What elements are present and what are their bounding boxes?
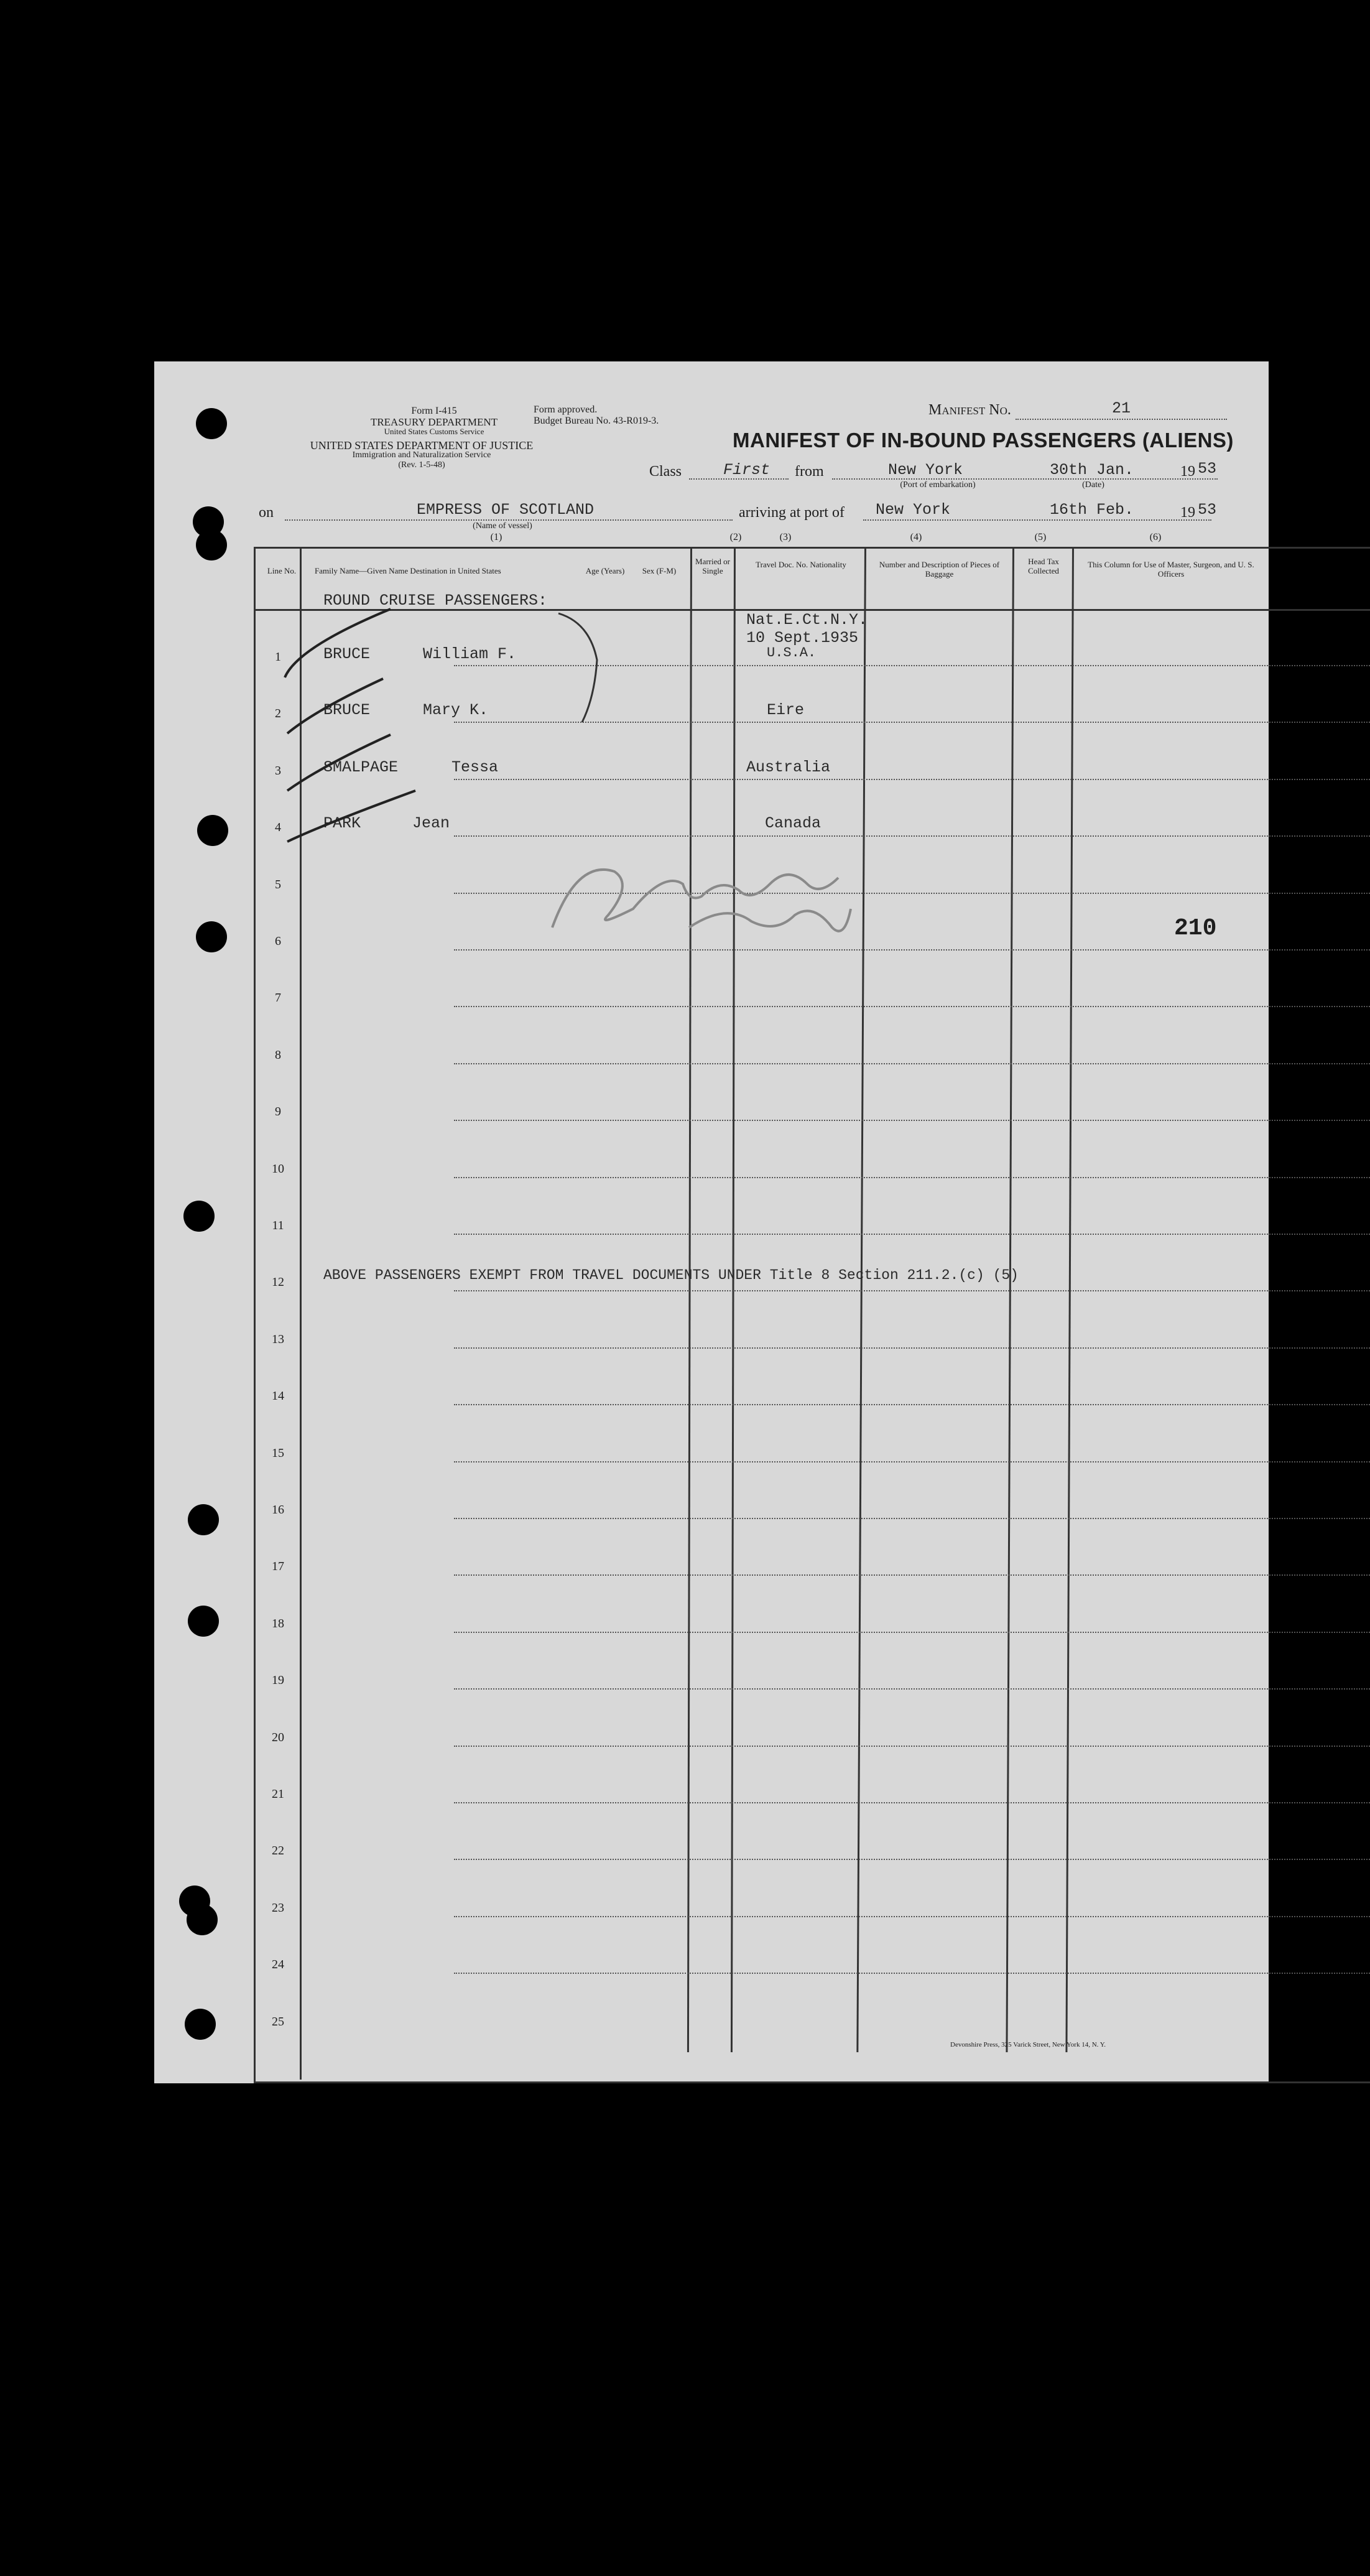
treasury-dept: TREASURY DEPARTMENT [370,416,498,428]
header-name: Family Name—Given Name Destination in United States [315,566,501,575]
class-value: First [723,461,771,479]
form-approved: Form approved. [534,404,598,415]
header-age: Age (Years) [585,566,625,575]
col-number-5: (5) [1034,532,1047,542]
col-number-1: (1) [490,532,502,542]
passenger-given-name: Tessa [451,758,499,776]
col-number-6: (6) [1149,532,1162,542]
line-number: 5 [275,878,281,891]
line-number: 9 [275,1105,281,1118]
passenger-given-name: Jean [412,814,450,832]
punch-hole [185,2009,216,2040]
line-number: 17 [272,1560,284,1573]
section-heading: ROUND CRUISE PASSENGERS: [323,592,548,610]
header-baggage: Number and Description of Pieces of Baggage [879,560,1000,579]
line-number: 12 [272,1275,284,1289]
punch-hole [196,921,227,952]
line-number: 22 [272,1844,284,1858]
passenger-family-name: BRUCE [323,701,371,719]
embark-port: New York [888,461,963,479]
row-line [454,1632,1370,1633]
line-number: 25 [272,2015,284,2029]
line-number: 8 [275,1048,281,1062]
line-number: 7 [275,991,281,1005]
row-line [454,1916,1370,1917]
travel-doc-line-1: Nat.E.Ct.N.Y. [746,611,868,629]
line-number: 4 [275,821,281,834]
line-number: 3 [275,764,281,778]
passenger-nationality: Eire [767,701,805,719]
row-line [454,1688,1370,1690]
line-number: 23 [272,1901,284,1915]
row-line [454,1006,1370,1007]
embark-date: 30th Jan. [1050,461,1134,479]
exempt-note: ABOVE PASSENGERS EXEMPT FROM TRAVEL DOCUMENTS UNDER Title 8 Section 211.2.(c) (5) [323,1267,1019,1283]
on-label: on [259,505,274,521]
passenger-nationality: Canada [765,814,822,832]
manifest-form-sheet [154,361,1269,2083]
from-label: from [795,463,824,480]
row-line [454,1973,1370,1974]
passenger-given-name: William F. [423,645,517,663]
stamped-number: 210 [1174,915,1217,942]
line-number: 11 [272,1219,284,1232]
row-line [454,1574,1370,1576]
header-married: Married or Single [695,557,730,575]
inspector-signature [540,834,863,946]
line-number: 10 [272,1162,284,1176]
row-line [454,1177,1370,1178]
printer-imprint: Devonshire Press, 325 Varick Street, New York 14, N. Y. [950,2041,1106,2048]
header-travel-doc: Travel Doc. No. Nationality [756,560,846,569]
row-line [454,1063,1370,1064]
row-line [454,1347,1370,1349]
travel-doc-line-3: U.S.A. [767,645,817,661]
punch-hole [187,1904,218,1935]
punch-hole [188,1606,219,1637]
manifest-no-label: Manifest No. [928,402,1011,418]
ins-service: Immigration and Naturalization Service [352,450,491,460]
date-caption: (Date) [1082,480,1104,490]
row-line [454,1404,1370,1405]
arriving-label: arriving at port of [739,505,845,521]
year1-prefix: 19 [1180,463,1195,480]
punch-hole [188,1504,219,1535]
class-label: Class [649,463,682,480]
budget-bureau: Budget Bureau No. 43-R019-3. [534,416,659,426]
form-revision: (Rev. 1-5-48) [398,460,445,470]
row-line [454,1290,1370,1291]
passenger-family-name: PARK [323,814,361,832]
line-number: 19 [272,1673,284,1687]
line-number: 13 [272,1332,284,1346]
punch-hole [183,1201,215,1232]
row-line [454,1120,1370,1121]
embark-caption: (Port of embarkation) [900,480,976,490]
row-line [454,1859,1370,1860]
line-number: 18 [272,1617,284,1630]
form-number: Form I-415 [411,406,457,416]
row-line [454,1234,1370,1235]
row-line [454,1461,1370,1462]
row-line [454,1802,1370,1803]
row-line [454,1746,1370,1747]
manifest-no-value: 21 [1112,399,1131,417]
line-number: 15 [272,1446,284,1460]
vessel-name: EMPRESS OF SCOTLAND [417,501,595,519]
col-number-3: (3) [779,532,792,542]
line-number: 2 [275,707,281,720]
line-number: 24 [272,1958,284,1971]
line-number: 14 [272,1389,284,1403]
line-number: 20 [272,1731,284,1744]
justice-dept: UNITED STATES DEPARTMENT OF JUSTICE [310,439,534,452]
year2-prefix: 19 [1180,505,1195,521]
vessel-caption: (Name of vessel) [473,521,532,531]
header-line-no: Line No. [267,566,297,575]
row-line [454,1518,1370,1519]
year2-value: 53 [1198,501,1217,519]
customs-service: United States Customs Service [384,427,484,436]
passenger-nationality: Australia [746,758,831,776]
passenger-family-name: SMALPAGE [323,758,399,776]
manifest-title: MANIFEST OF IN-BOUND PASSENGERS (ALIENS) [733,429,1234,452]
line-number: 21 [272,1787,284,1801]
col-number-2: (2) [729,532,742,542]
row-line [454,949,1370,951]
arrival-port: New York [876,501,951,519]
header-sex: Sex (F-M) [642,566,677,575]
arrival-date: 16th Feb. [1050,501,1134,519]
header-head-tax: Head Tax Collected [1028,557,1059,575]
header-officers: This Column for Use of Master, Surgeon, and U. S. Officers [1088,560,1254,579]
passenger-family-name: BRUCE [323,645,371,663]
line-number: 1 [275,650,281,664]
passenger-given-name: Mary K. [423,701,489,719]
line-number: 6 [275,934,281,948]
line-number: 16 [272,1503,284,1517]
col-number-4: (4) [910,532,922,542]
travel-doc-line-2: 10 Sept.1935 [746,629,859,647]
year1-value: 53 [1198,460,1217,478]
